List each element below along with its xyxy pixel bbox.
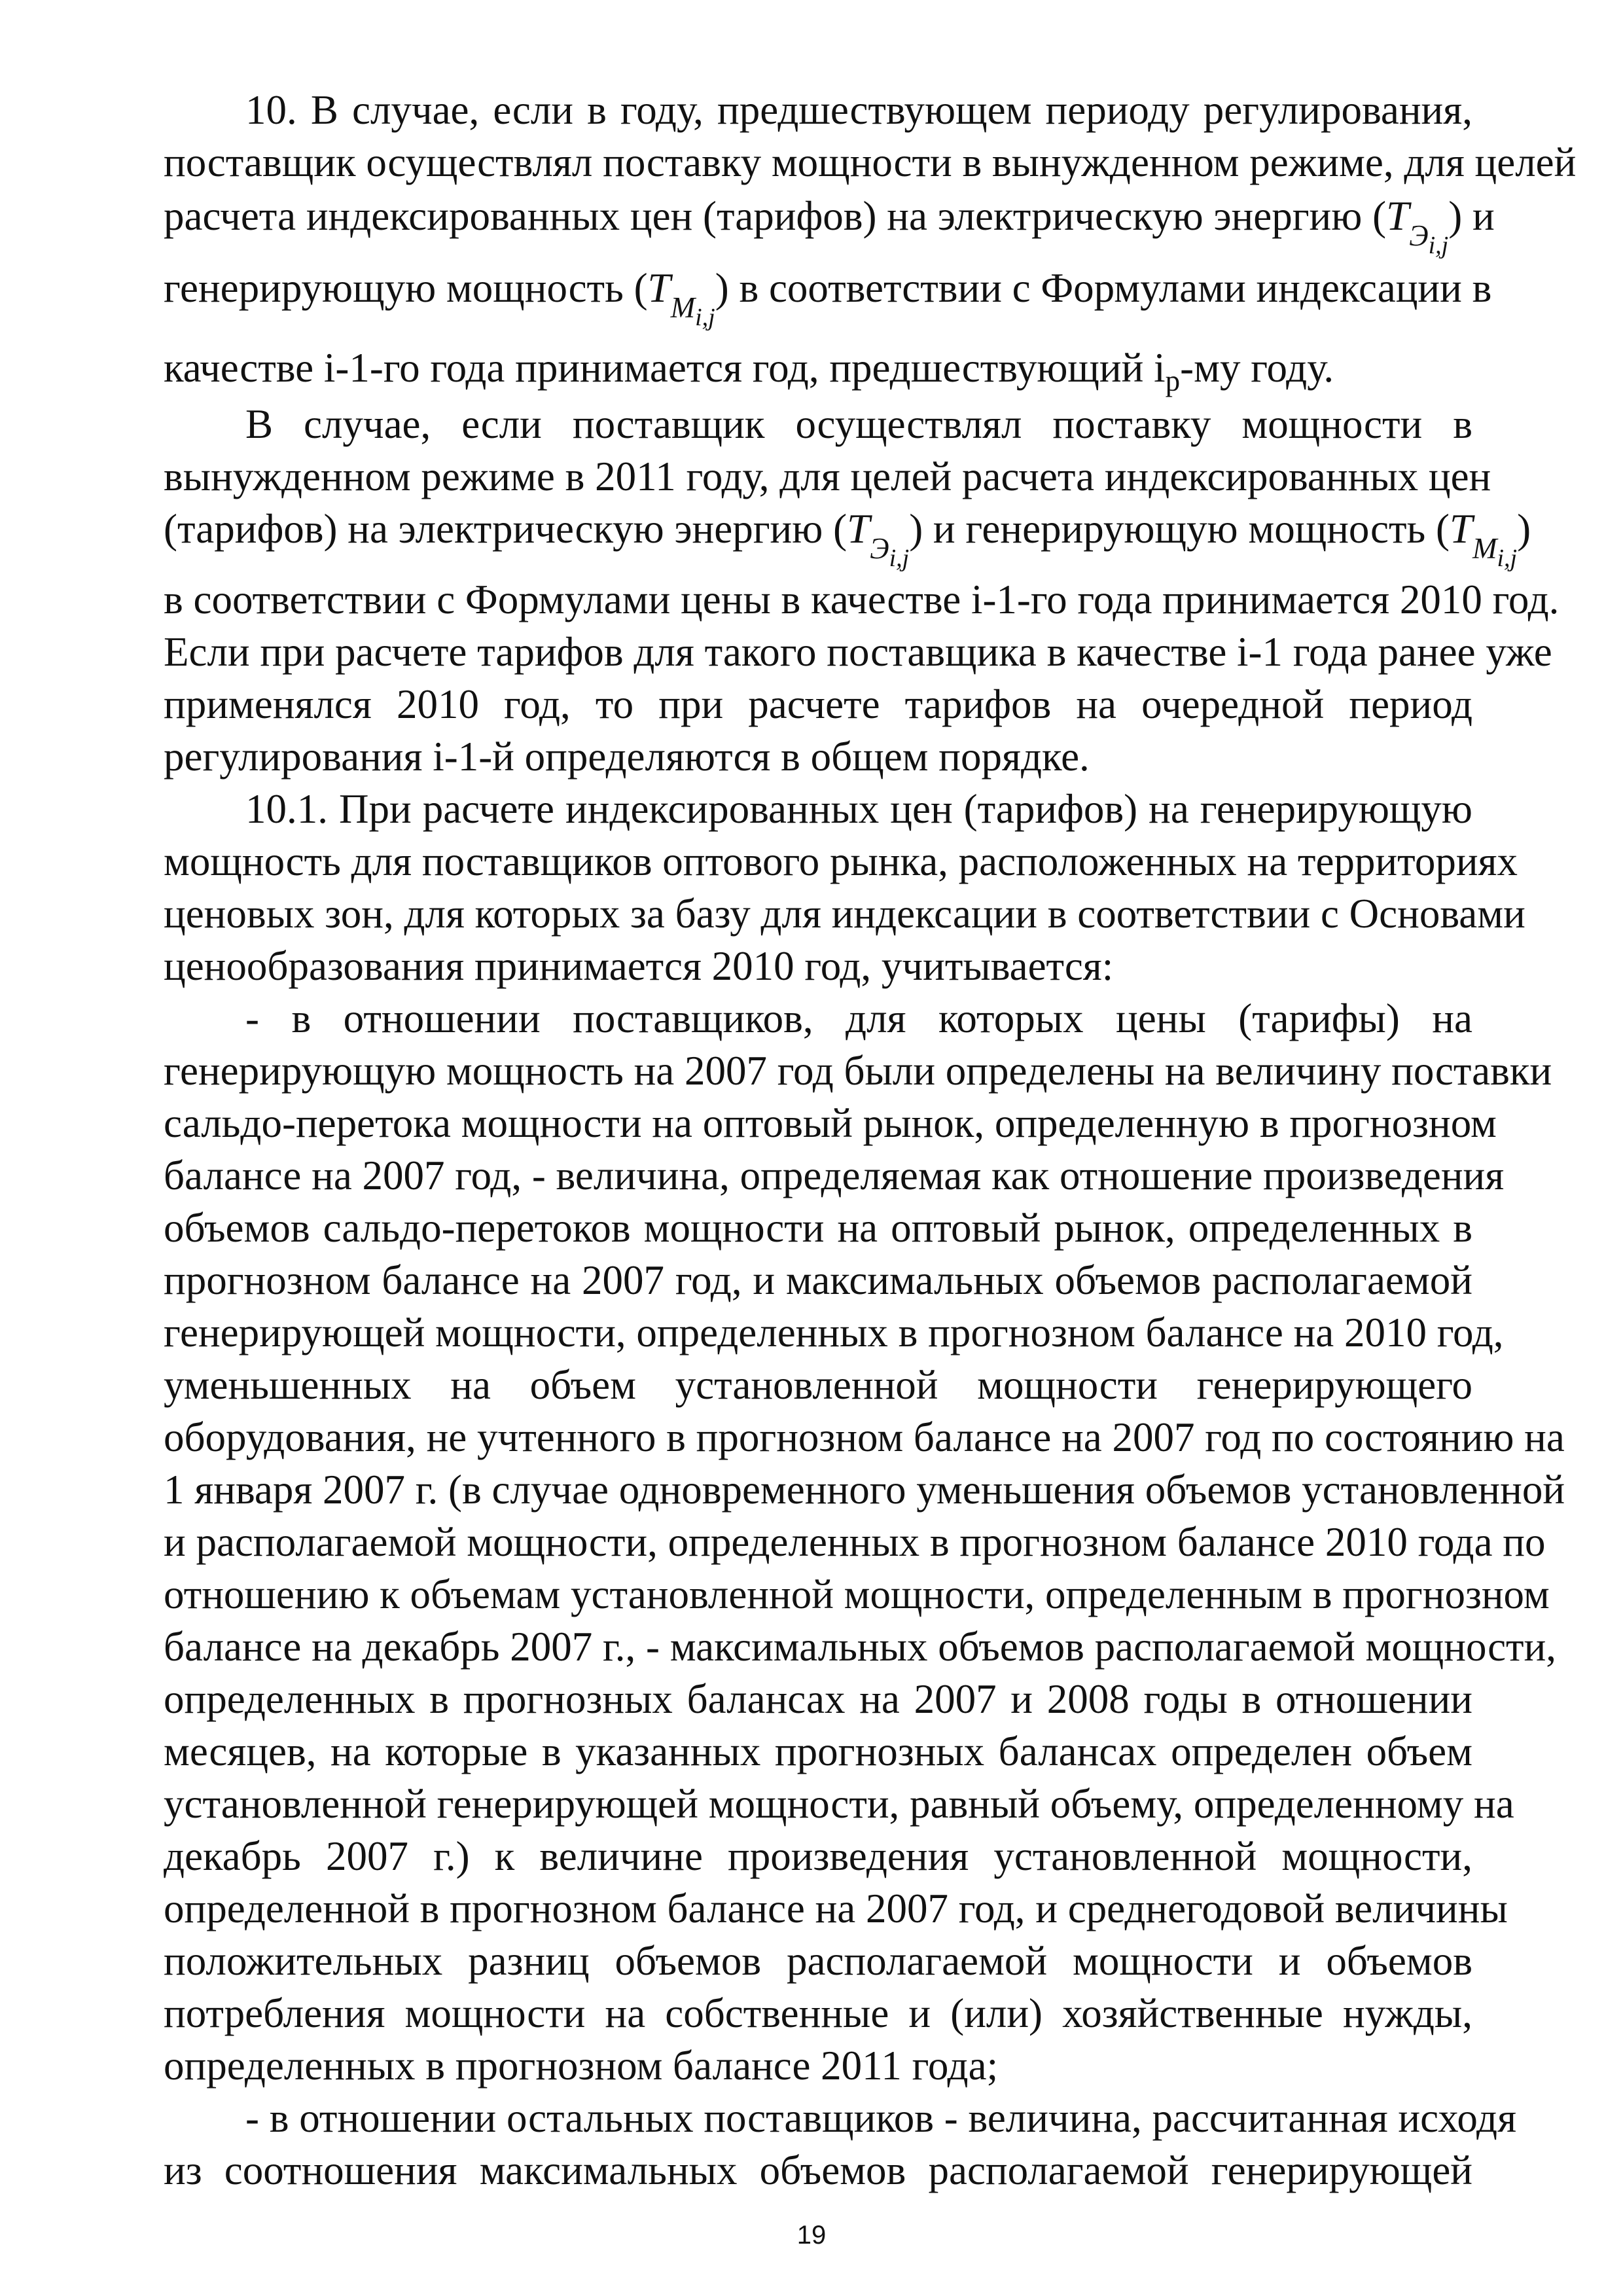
text-line: оборудования, не учтенного в прогнозном балансе на 2007 год по состоянию на: [164, 1414, 1565, 1460]
text-line: 10.1. При расчете индексированных цен (тарифов) на генерирующую: [245, 786, 1472, 832]
page-number: 19: [796, 2221, 827, 2250]
text-line: - в отношении остальных поставщиков - величина, рассчитанная исходя: [245, 2095, 1517, 2141]
text-line: уменьшенных на объем установленной мощности генерирующего: [164, 1362, 1472, 1408]
text-line: 1 января 2007 г. (в случае одновременного уменьшения объемов установленной: [164, 1467, 1565, 1513]
text-segment: (тарифов) на электрическую энергию (: [164, 506, 847, 552]
text-line: мощность для поставщиков оптового рынка, расположенных на территориях: [164, 838, 1518, 884]
text-line: определенных в прогнозных балансах на 2007 и 2008 годы в отношении: [164, 1676, 1472, 1722]
formula-capacity-tariff: $T_{M_{i,j}}$: [1449, 506, 1518, 572]
text-line: определенной в прогнозном балансе на 2007 год, и среднегодовой величины: [164, 1886, 1508, 1931]
text-line: Если при расчете тарифов для такого поставщика в качестве i-1 года ранее уже: [164, 629, 1552, 675]
text-line-with-formula: [164, 190, 1495, 259]
text-line: в соответствии с Формулами цены в качестве i-1-го года принимается 2010 год.: [164, 577, 1560, 622]
text-line: вынужденном режиме в 2011 году, для целей расчета индексированных цен: [164, 454, 1491, 499]
formula-energy-tariff: $T_{Э_{i,j}}$: [1386, 193, 1449, 259]
text-line: генерирующей мощности, определенных в прогнозном балансе на 2010 год,: [164, 1310, 1504, 1355]
text-line: установленной генерирующей мощности, равный объему, определенному на: [164, 1781, 1514, 1827]
text-line: потребления мощности на собственные и (или) хозяйственные нужды,: [164, 1990, 1472, 2036]
text-line: В случае, если поставщик осуществлял поставку мощности в: [245, 401, 1472, 447]
text-line: ценовых зон, для которых за базу для индексации в соответствии с Основами: [164, 891, 1525, 937]
text-line: определенных в прогнозном балансе 2011 года;: [164, 2043, 999, 2089]
text-segment: -му году.: [1180, 345, 1334, 391]
text-line: применялся 2010 год, то при расчете тарифов на очередной период: [164, 681, 1472, 727]
text-line: регулирования i-1-й определяются в общем порядке.: [164, 734, 1090, 780]
text-segment: генерирующую мощность (: [164, 265, 648, 311]
text-segment: ) и генерирующую мощность (: [909, 506, 1450, 552]
text-line: объемов сальдо-перетоков мощности на оптовый рынок, определенных в: [164, 1205, 1472, 1251]
text-line: положительных разниц объемов располагаемой мощности и объемов: [164, 1938, 1472, 1984]
text-line: декабрь 2007 г.) к величине произведения установленной мощности,: [164, 1833, 1472, 1879]
text-line-with-formula: [164, 503, 1531, 572]
text-line: месяцев, на которые в указанных прогнозных балансах определен объем: [164, 1729, 1472, 1774]
formula-capacity-tariff: $T_{M_{i,j}}$: [647, 265, 715, 331]
text-line: 10. В случае, если в году, предшествующем периоду регулирования,: [245, 87, 1472, 133]
text-line: сальдо-перетока мощности на оптовый рынок, определенную в прогнозном: [164, 1100, 1497, 1146]
text-segment: ) и: [1448, 193, 1495, 239]
text-segment: расчета индексированных цен (тарифов) на электрическую энергию (: [164, 193, 1387, 239]
text-segment: ) в соответствии с Формулами индексации в: [715, 265, 1492, 311]
text-line: [164, 342, 1472, 397]
text-segment: качестве i-1-го года принимается год, предшествующий i: [164, 345, 1166, 391]
text-line: ценообразования принимается 2010 год, учитывается:: [164, 943, 1114, 989]
text-line: прогнозном балансе на 2007 год, и максимальных объемов располагаемой: [164, 1257, 1472, 1303]
text-segment: ): [1517, 506, 1531, 552]
text-line-with-formula: [164, 262, 1492, 331]
text-line: балансе на декабрь 2007 г., - максимальных объемов располагаемой мощности,: [164, 1624, 1557, 1670]
text-line: балансе на 2007 год, - величина, определяемая как отношение произведения: [164, 1153, 1505, 1198]
text-line: - в отношении поставщиков, для которых цены (тарифы) на: [245, 996, 1472, 1041]
subscript-p: р: [1165, 365, 1181, 397]
text-line: и располагаемой мощности, определенных в прогнозном балансе 2010 года по: [164, 1519, 1546, 1565]
text-line: отношению к объемам установленной мощности, определенным в прогнозном: [164, 1571, 1550, 1617]
formula-energy-tariff: $T_{Э_{i,j}}$: [847, 506, 910, 572]
text-line: из соотношения максимальных объемов располагаемой генерирующей: [164, 2147, 1472, 2193]
text-line: поставщик осуществлял поставку мощности в вынужденном режиме, для целей: [164, 139, 1577, 185]
text-line: генерирующую мощность на 2007 год были определены на величину поставки: [164, 1048, 1552, 1094]
